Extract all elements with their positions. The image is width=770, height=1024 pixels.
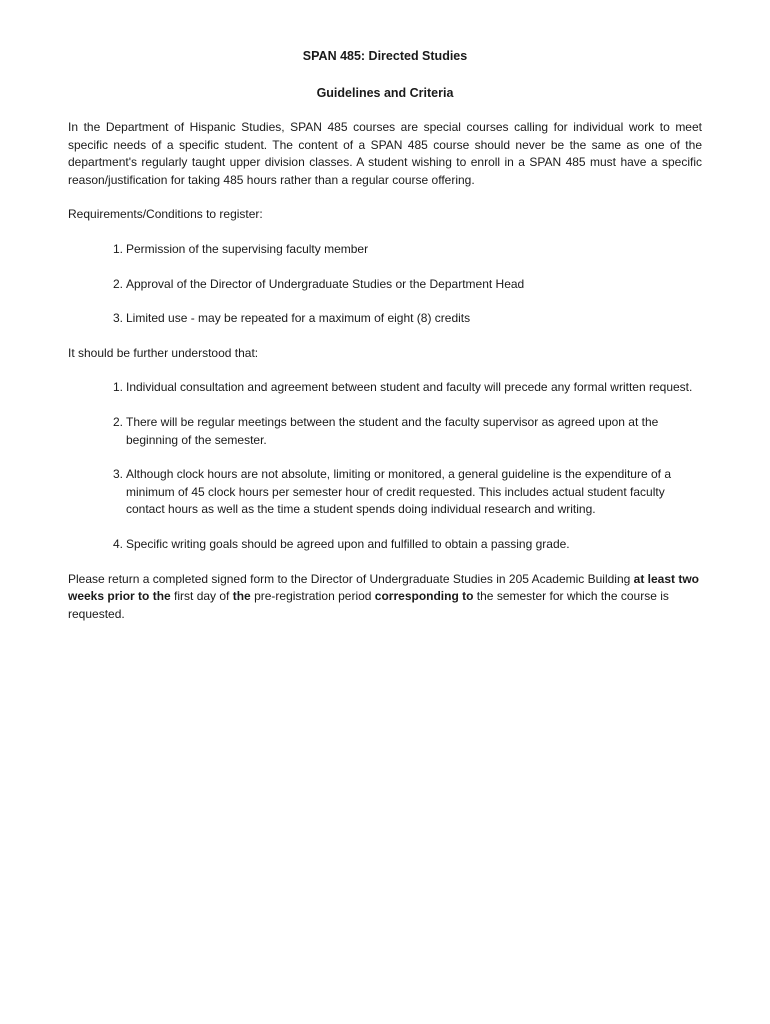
document-subtitle: Guidelines and Criteria bbox=[316, 86, 454, 100]
list-item-number: 1. bbox=[113, 380, 124, 395]
list-item-text: Specific writing goals should be agreed upon and fulfilled to obtain a passing grade. bbox=[126, 536, 570, 551]
closing-text: first day of bbox=[170, 589, 233, 604]
list-item-text: Permission of the supervising faculty member bbox=[126, 241, 369, 256]
list-item-text: Although clock hours are not absolute, limiting or monitored, a general guideline is the expenditure of a minimum of 45 clock hours per semester hour of credit requested. This includes actual student faculty contact hours as well as the time a student spends doing individual research and writing. bbox=[126, 467, 671, 517]
closing-bold-text: at least two weeks prior to the bbox=[68, 571, 700, 604]
list-item-text: Limited use - may be repeated for a maximum of eight (8) credits bbox=[126, 311, 471, 326]
closing-text: the semester for which the course is requested. bbox=[68, 589, 669, 621]
requirements-list bbox=[68, 241, 702, 328]
list-item-text: Approval of the Director of Undergraduate Studies or the Department Head bbox=[126, 276, 525, 291]
list-item bbox=[68, 536, 702, 554]
list-item-text: There will be regular meetings between the student and the faculty supervisor as agreed upon at the beginning of the semester. bbox=[126, 414, 659, 447]
list-item bbox=[68, 466, 702, 519]
list-item-number: 2. bbox=[113, 414, 124, 429]
requirements-label: Requirements/Conditions to register: bbox=[68, 207, 263, 222]
closing-bold-text: the bbox=[232, 589, 251, 604]
list-item bbox=[68, 241, 702, 259]
list-item bbox=[68, 379, 702, 397]
closing-text: pre-registration period bbox=[250, 589, 375, 604]
list-item-text: Individual consultation and agreement between student and faculty will precede any formal written request. bbox=[126, 380, 693, 395]
closing-bold-text: corresponding to bbox=[374, 589, 474, 604]
list-item-number: 2. bbox=[113, 276, 124, 291]
list-item bbox=[68, 414, 702, 449]
list-item-number: 3. bbox=[113, 467, 124, 482]
list-item bbox=[68, 310, 702, 328]
list-item-number: 4. bbox=[113, 536, 124, 551]
closing-paragraph bbox=[68, 571, 702, 624]
understood-label: It should be further understood that: bbox=[68, 345, 259, 360]
list-item bbox=[68, 276, 702, 294]
understood-list bbox=[68, 379, 702, 553]
intro-paragraph: In the Department of Hispanic Studies, SPAN 485 courses are special courses calling for individual work to meet specific needs of a specific student. The content of a SPAN 485 course should never be the same as one of the department's regularly taught upper division classes. A student wishing to enroll in a SPAN 485 must have a specific reason/justification for taking 485 hours rather than a regular course offering. bbox=[68, 120, 702, 187]
list-item-number: 1. bbox=[113, 241, 124, 256]
document-title: SPAN 485: Directed Studies bbox=[302, 49, 468, 63]
list-item-number: 3. bbox=[113, 311, 124, 326]
closing-text: Please return a completed signed form to the Director of Undergraduate Studies in 205 Academic Building bbox=[68, 571, 634, 586]
document-body bbox=[68, 46, 702, 623]
